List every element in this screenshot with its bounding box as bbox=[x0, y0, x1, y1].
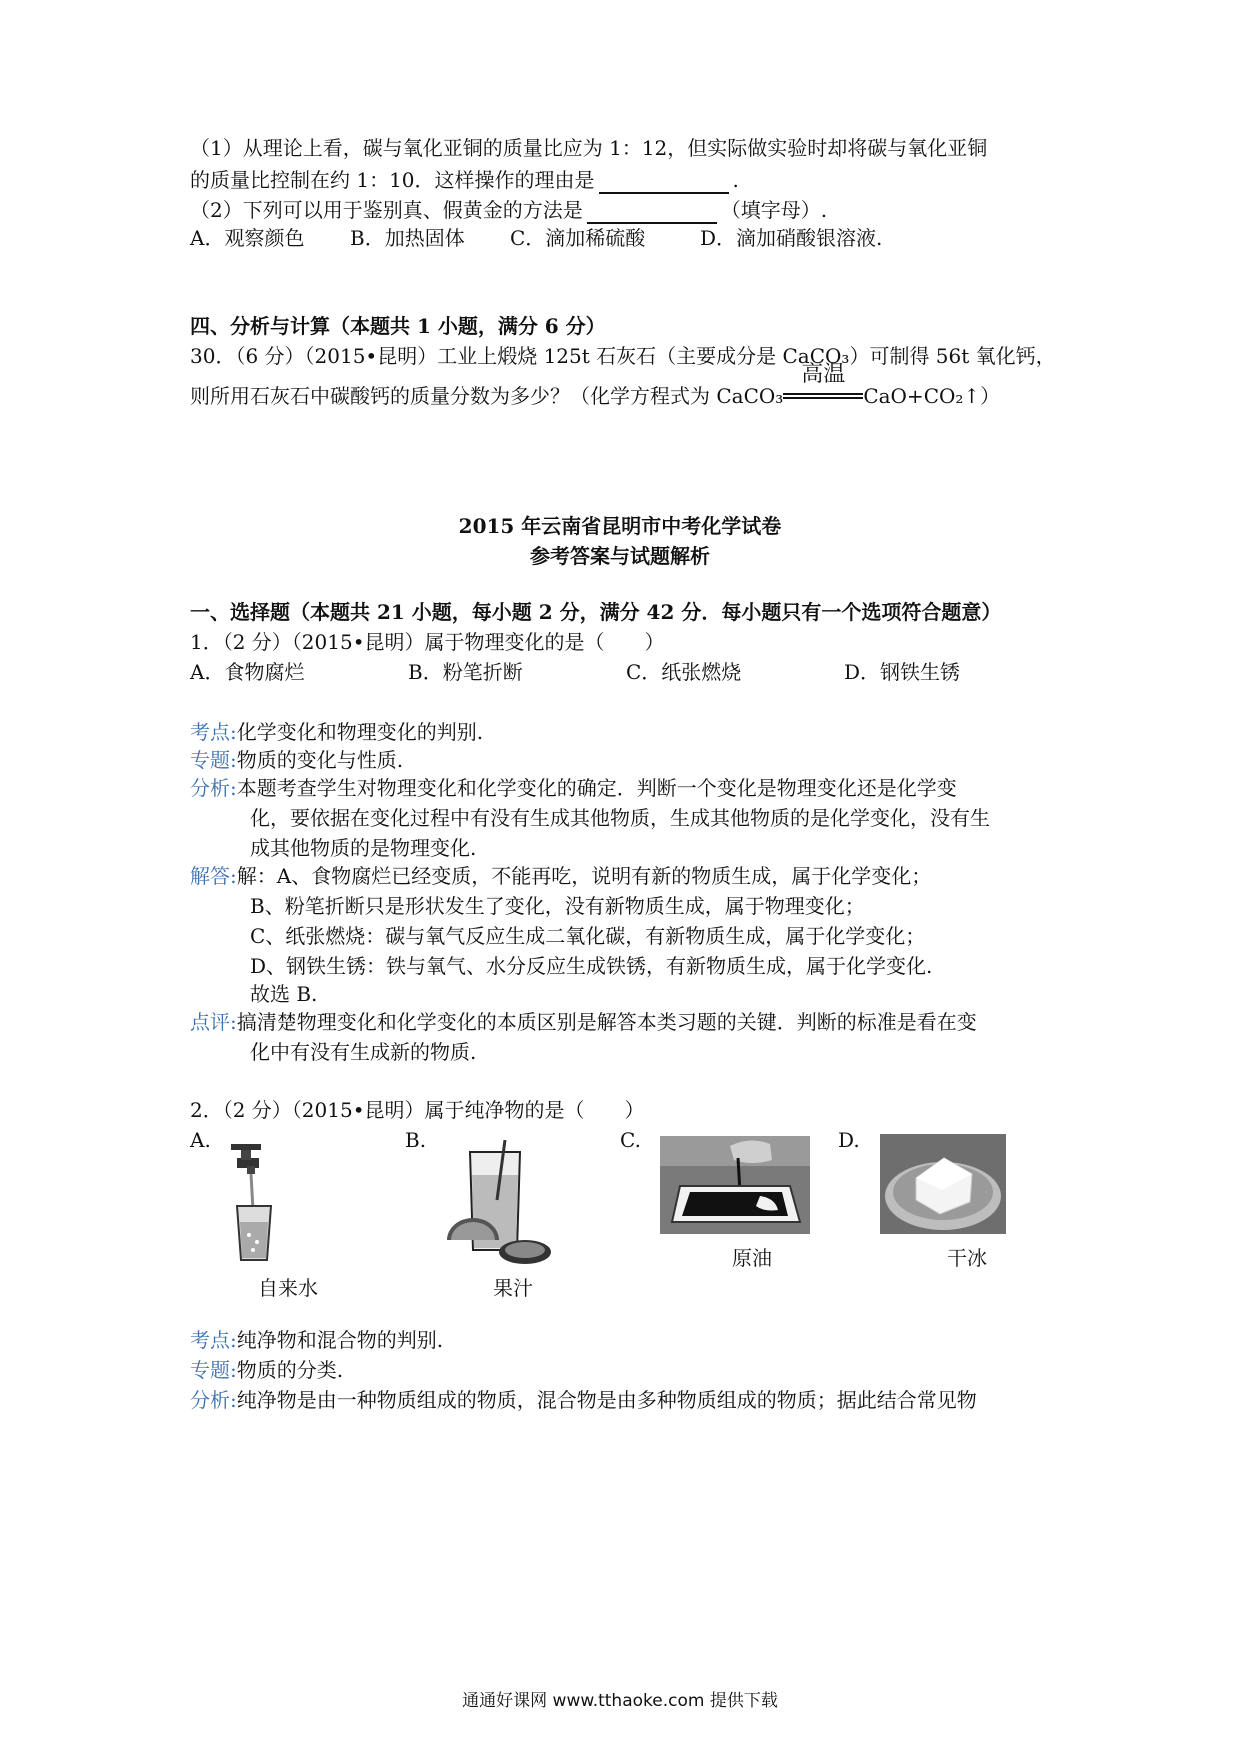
q30-line2 bbox=[190, 362, 1001, 410]
zhuanti-text: 物质的分类. bbox=[236, 1358, 344, 1382]
q29-option-d: D．滴加硝酸银溶液. bbox=[700, 226, 883, 250]
section-1-heading: 一、选择题（本题共 21 小题，每小题 2 分，满分 42 分．每小题只有一个选项符合题意） bbox=[190, 600, 1002, 624]
jieda-text-4: D、钢铁生锈：铁与氧气、水分反应生成铁锈，有新物质生成，属于化学变化. bbox=[250, 954, 933, 978]
q1-zhuanti bbox=[190, 746, 403, 774]
q1-option-d: D．钢铁生锈 bbox=[844, 660, 961, 684]
q29-part1-line2 bbox=[190, 166, 739, 194]
section-4-heading: 四、分析与计算（本题共 1 小题，满分 6 分） bbox=[190, 314, 606, 338]
q1-options bbox=[190, 658, 960, 686]
q29-options bbox=[190, 224, 882, 252]
answer-blank-1 bbox=[599, 172, 729, 194]
q30-line1: 30．（6 分）（2015•昆明）工业上煅烧 125t 石灰石（主要成分是 CaCO₃）可制得 56t 氧化钙， bbox=[190, 344, 1056, 368]
fenxi-text-1: 本题考查学生对物理变化和化学变化的确定．判断一个变化是物理变化还是化学变 bbox=[236, 776, 957, 800]
condition-text: 高温 bbox=[801, 362, 846, 387]
q29-part1-text: 的质量比控制在约 1：10．这样操作的理由是 bbox=[190, 168, 595, 192]
jieda-label: 解答: bbox=[190, 864, 237, 888]
q2-letter-b: B. bbox=[405, 1128, 427, 1152]
q1-stem: 1．（2 分）（2015•昆明）属于物理变化的是（ ） bbox=[190, 630, 665, 654]
q2-letter-a: A. bbox=[190, 1128, 211, 1152]
q2-kaodian bbox=[190, 1326, 443, 1354]
dianping-text-1: 搞清楚物理变化和化学变化的本质区别是解答本类习题的关键．判断的标准是看在变 bbox=[236, 1010, 977, 1034]
q1-jieda bbox=[190, 862, 931, 890]
fenxi-label: 分析: bbox=[190, 1388, 237, 1412]
zhuanti-label: 专题: bbox=[190, 1358, 237, 1382]
q29-option-c: C．滴加稀硫酸 bbox=[510, 226, 646, 250]
crude-oil-image bbox=[660, 1136, 810, 1234]
q1-option-a: A．食物腐烂 bbox=[190, 660, 305, 684]
kaodian-text: 纯净物和混合物的判别. bbox=[236, 1328, 444, 1352]
caption-crude-oil: 原油 bbox=[732, 1246, 772, 1270]
q1-dianping bbox=[190, 1008, 977, 1036]
page-footer: 通通好课网 www.tthaoke.com 提供下载 bbox=[462, 1691, 778, 1711]
fenxi-text-3: 成其他物质的是物理变化. bbox=[250, 836, 477, 860]
q2-stem: 2．（2 分）（2015•昆明）属于纯净物的是（ ） bbox=[190, 1098, 645, 1122]
dianping-text-2: 化中有没有生成新的物质. bbox=[250, 1040, 477, 1064]
q29-option-b: B．加热固体 bbox=[350, 226, 465, 250]
q2-letter-c: C. bbox=[620, 1128, 641, 1152]
q1-option-b: B．粉笔折断 bbox=[408, 660, 523, 684]
q2-letter-d: D. bbox=[838, 1128, 860, 1152]
fenxi-label: 分析: bbox=[190, 776, 237, 800]
q30-text: 则所用石灰石中碳酸钙的质量分数为多少？（化学方程式为 CaCO₃ bbox=[190, 384, 784, 408]
q29-part2-text: （2）下列可以用于鉴别真、假黄金的方法是 bbox=[190, 198, 583, 222]
kaodian-label: 考点: bbox=[190, 1328, 237, 1352]
q1-option-c: C．纸张燃烧 bbox=[626, 660, 742, 684]
q29-part1-end: . bbox=[732, 168, 739, 192]
q1-kaodian bbox=[190, 718, 483, 746]
caption-tap-water: 自来水 bbox=[258, 1276, 318, 1300]
reaction-condition bbox=[783, 362, 863, 403]
q2-fenxi bbox=[190, 1386, 977, 1414]
q29-part1-line1: （1）从理论上看，碳与氧化亚铜的质量比应为 1：12，但实际做实验时却将碳与氧化亚铜 bbox=[190, 136, 988, 160]
answer-blank-2 bbox=[587, 202, 717, 224]
dry-ice-image bbox=[880, 1134, 1006, 1234]
zhuanti-text: 物质的变化与性质. bbox=[236, 748, 404, 772]
jieda-text-5: 故选 B. bbox=[250, 982, 318, 1006]
fenxi-text: 纯净物是由一种物质组成的物质，混合物是由多种物质组成的物质；据此结合常见物 bbox=[236, 1388, 977, 1412]
q2-zhuanti bbox=[190, 1356, 343, 1384]
dianping-label: 点评: bbox=[190, 1010, 237, 1034]
q1-fenxi bbox=[190, 774, 957, 802]
jieda-text-1: 解：A、食物腐烂已经变质，不能再吃，说明有新的物质生成，属于化学变化； bbox=[236, 864, 932, 888]
jieda-text-3: C、纸张燃烧：碳与氧气反应生成二氧化碳，有新物质生成，属于化学变化； bbox=[250, 924, 926, 948]
fenxi-text-2: 化，要依据在变化过程中有没有生成其他物质，生成其他物质的是化学变化，没有生 bbox=[250, 806, 990, 830]
q29-part2 bbox=[190, 196, 827, 224]
caption-dry-ice: 干冰 bbox=[947, 1246, 987, 1270]
q30-products: CaO+CO₂↑） bbox=[863, 384, 1001, 408]
answer-title-line1: 2015 年云南省昆明市中考化学试卷 bbox=[458, 514, 782, 538]
tap-water-image bbox=[225, 1140, 295, 1265]
answer-title-line2: 参考答案与试题解析 bbox=[530, 544, 710, 568]
q29-option-a: A．观察颜色 bbox=[190, 226, 305, 250]
juice-image bbox=[445, 1140, 555, 1265]
zhuanti-label: 专题: bbox=[190, 748, 237, 772]
kaodian-text: 化学变化和物理变化的判别. bbox=[236, 720, 484, 744]
q29-part2-end: （填字母）. bbox=[720, 198, 828, 222]
caption-juice: 果汁 bbox=[493, 1276, 533, 1300]
jieda-text-2: B、粉笔折断只是形状发生了变化，没有新物质生成，属于物理变化； bbox=[250, 894, 865, 918]
kaodian-label: 考点: bbox=[190, 720, 237, 744]
